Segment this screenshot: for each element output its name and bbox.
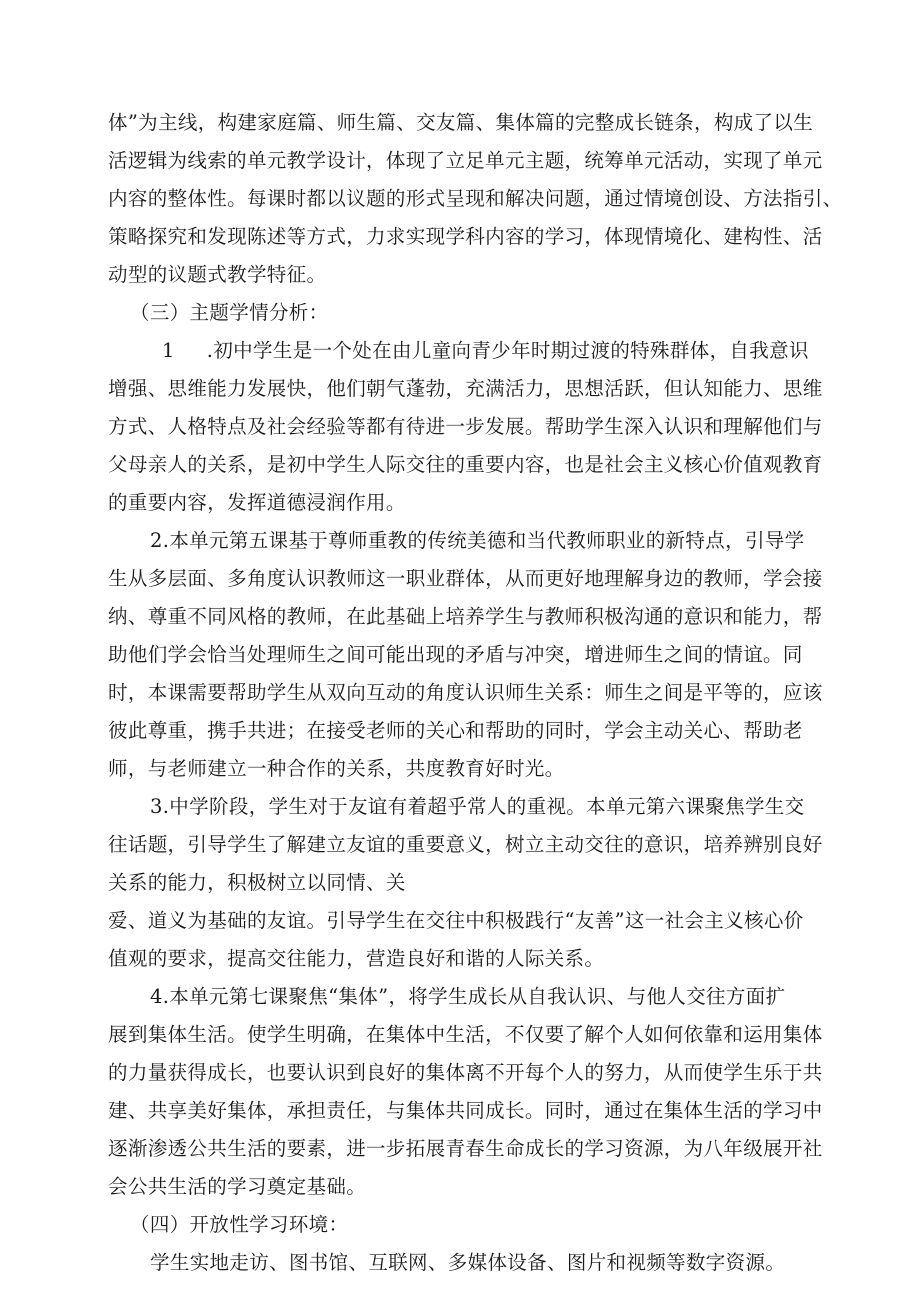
paragraph-line: 爱、道义为基础的友谊。引导学生在交往中积极践行“友善”这一社会主义核心价 [108,909,804,932]
paragraph-line: 体”为主线，构建家庭篇、师生篇、交友篇、集体篇的完整成长链条，构成了以生 [108,111,814,134]
paragraph-line: 往话题，引导学生了解建立友谊的重要意义，树立主动交往的意识，培养辨别良好 [108,833,823,856]
closing-line: 学生实地走访、图书馆、互联网、多媒体设备、图片和视频等数字资源。 [150,1251,786,1274]
list-item-3-first-line: 3.中学阶段，学生对于友谊有着超乎常人的重视。本单元第六课聚焦学生交 [150,795,805,818]
paragraph-line: 时，本课需要帮助学生从双向互动的角度认识师生关系：师生之间是平等的，应该 [108,681,823,704]
section-heading-4: （四）开放性学习环境： [130,1213,349,1236]
paragraph-line: 逐渐渗透公共生活的要素，进一步拓展青春生命成长的学习资源，为八年级展开社 [108,1137,823,1160]
paragraph-line: 彼此尊重，携手共进；在接受老师的关心和帮助的同时，学会主动关心、帮助老 [108,719,803,742]
paragraph-line: 的力量获得成长，也要认识到良好的集体离不开每个人的努力，从而使学生乐于共 [108,1061,823,1084]
paragraph-line: 活逻辑为线索的单元教学设计，体现了立足单元主题，统筹单元活动，实现了单元 [108,149,823,172]
paragraph-line: 方式、人格特点及社会经验等都有待进一步发展。帮助学生深入认识和理解他们与 [108,415,823,438]
paragraph-line: 的重要内容，发挥道德浸润作用。 [108,491,406,514]
paragraph-line: 增强、思维能力发展快，他们朝气蓬勃，充满活力，思想活跃，但认知能力、思维 [108,377,823,400]
section-heading-3: （三）主题学情分析： [130,301,329,324]
list-item-4-first-line: 4.本单元第七课聚焦“集体”，将学生成长从自我认识、与他人交往方面扩 [150,985,786,1008]
paragraph-line: 内容的整体性。每课时都以议题的形式呈现和解决问题，通过情境创设、方法指引、 [108,187,843,210]
item-number: 1 [162,339,175,362]
paragraph-line: 师，与老师建立一种合作的关系，共度教育好时光。 [108,757,565,780]
paragraph-line: 会公共生活的学习奠定基础。 [108,1175,367,1198]
item-text: .初中学生是一个处在由儿童向青少年时期过渡的特殊群体，自我意识 [206,339,809,362]
paragraph-line: 动型的议题式教学特征。 [108,263,327,286]
paragraph-line: 策略探究和发现陈述等方式，力求实现学科内容的学习，体现情境化、建构性、活 [108,225,823,248]
list-item-1-first-line [162,338,809,364]
paragraph-line: 展到集体生活。使学生明确，在集体中生活，不仅要了解个人如何依靠和运用集体 [108,1023,823,1046]
list-item-2-first-line: 2.本单元第五课基于尊师重教的传统美德和当代教师职业的新特点，引导学 [150,529,805,552]
paragraph-line: 关系的能力，积极树立以同情、关 [108,871,406,894]
paragraph-line: 值观的要求，提高交往能力，营造良好和谐的人际关系。 [108,947,605,970]
paragraph-line: 纳、尊重不同风格的教师，在此基础上培养学生与教师积极沟通的意识和能力，帮 [108,605,823,628]
paragraph-line: 助他们学会恰当处理师生之间可能出现的矛盾与冲突，增进师生之间的情谊。同 [108,643,803,666]
paragraph-line: 生从多层面、多角度认识教师这一职业群体，从而更好地理解身边的教师，学会接 [108,567,823,590]
paragraph-line: 建、共享美好集体，承担责任，与集体共同成长。同时，通过在集体生活的学习中 [108,1099,823,1122]
paragraph-line: 父母亲人的关系，是初中学生人际交往的重要内容，也是社会主义核心价值观教育 [108,453,823,476]
